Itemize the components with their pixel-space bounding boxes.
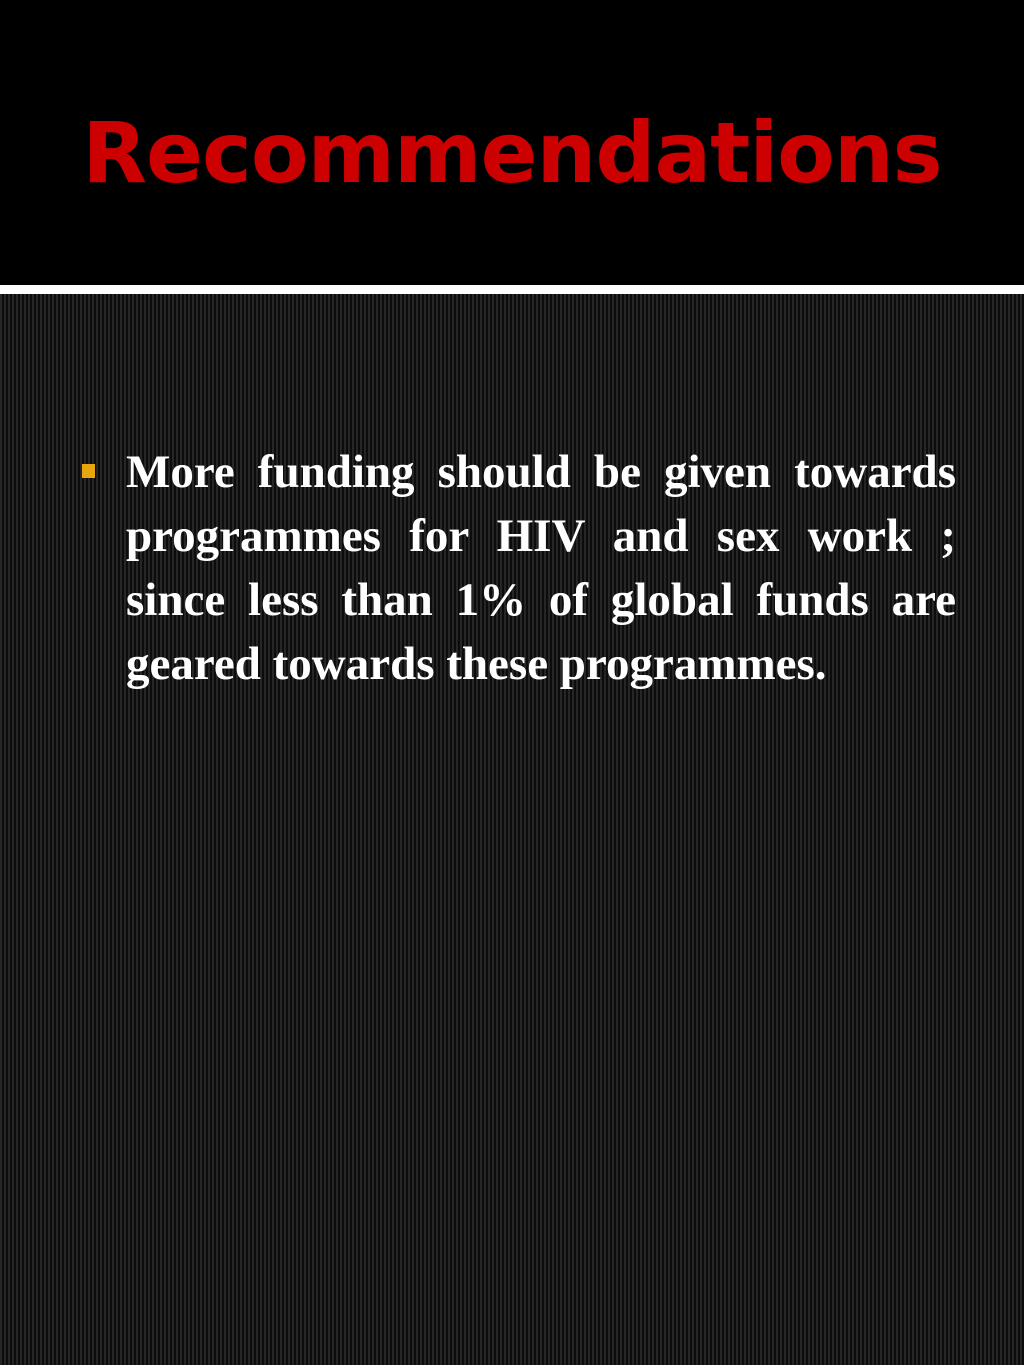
- title-band: [0, 0, 1024, 285]
- slide-title: Recommendations: [82, 104, 942, 202]
- title-divider: [0, 285, 1024, 294]
- square-bullet-icon: [82, 464, 95, 478]
- bullet-text: More funding should be given towards programmes for HIV and sex work ; since less than 1% of global funds are geared towards these programmes.: [126, 446, 956, 690]
- bullet-item: [82, 440, 958, 780]
